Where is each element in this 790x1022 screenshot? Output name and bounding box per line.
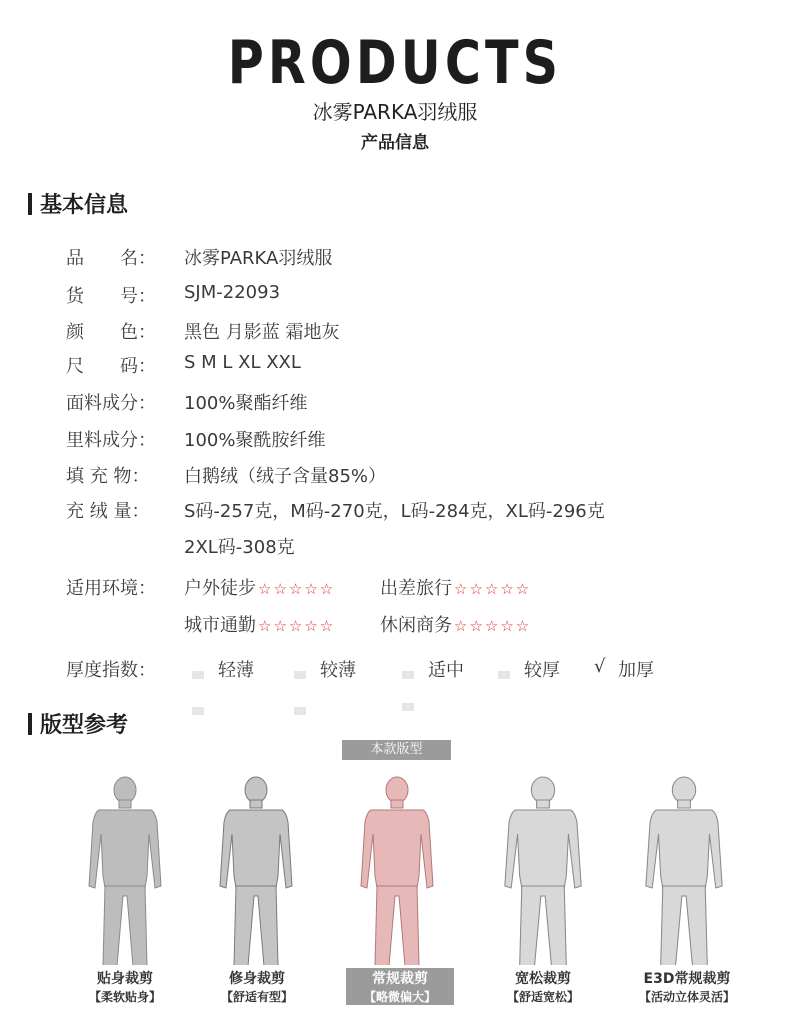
env-name: 出差旅行	[380, 578, 452, 599]
fit-label: 修身裁剪	[229, 971, 285, 987]
section-basic-info	[28, 188, 128, 219]
figure-slim	[220, 777, 292, 965]
thickness-option: 轻薄	[218, 660, 254, 681]
info-value: 100%聚酰胺纤维	[184, 430, 326, 451]
thickness-option: 较厚	[524, 660, 560, 681]
star-rating: ☆☆☆☆☆	[454, 580, 532, 598]
current-fit-badge: 本款版型	[342, 740, 451, 760]
thickness-option: 适中	[428, 660, 464, 681]
info-label: 面料成分：	[66, 393, 156, 414]
figure-e3d	[646, 777, 722, 965]
star-rating: ☆☆☆☆☆	[258, 580, 336, 598]
figure-regular	[361, 777, 433, 965]
info-value: 黑色 月影蓝 霜地灰	[184, 322, 340, 343]
fit-label: E3D常规裁剪	[643, 971, 731, 987]
info-value: S码-257克，M码-270克，L码-284克，XL码-296克	[184, 501, 605, 522]
section-bar	[28, 193, 32, 215]
fit-label: 贴身裁剪	[97, 971, 153, 987]
info-label: 厚度指数：	[66, 660, 156, 681]
info-label: 填 充 物：	[66, 466, 150, 487]
env-item-business	[380, 611, 531, 637]
thickness-option-selected: 加厚	[618, 660, 654, 681]
info-value: 100%聚酯纤维	[184, 393, 308, 414]
figure-fitted	[89, 777, 161, 965]
env-name: 户外徒步	[184, 578, 256, 599]
section-title: 版型参考	[40, 713, 129, 738]
info-value: 白鹅绒（绒子含量85%）	[184, 466, 387, 487]
info-value: SJM-22093	[184, 282, 281, 303]
thickness-box	[294, 700, 306, 719]
env-item-outdoor	[184, 574, 335, 600]
info-value: 冰雾PARKA羽绒服	[184, 248, 333, 269]
env-name: 城市通勤	[184, 615, 256, 636]
fit-figures	[0, 770, 790, 965]
figure-loose	[505, 777, 581, 965]
page-subtitle: 产品信息	[361, 133, 429, 153]
product-name-heading: 冰雾PARKA羽绒服	[312, 100, 478, 124]
info-label: 颜 色：	[66, 322, 156, 343]
section-title: 基本信息	[40, 193, 129, 218]
info-label: 里料成分：	[66, 430, 156, 451]
thickness-option: 较薄	[320, 660, 356, 681]
fit-desc-highlight: 【略微偏大】	[346, 988, 454, 1005]
info-label: 尺 码：	[66, 356, 156, 377]
star-rating: ☆☆☆☆☆	[454, 617, 532, 635]
thickness-box	[192, 700, 204, 719]
section-fit	[28, 708, 128, 739]
info-value: 2XL码-308克	[184, 537, 295, 558]
check-mark-icon: √	[594, 656, 606, 677]
env-item-travel	[380, 574, 531, 600]
fit-desc: 【舒适有型】	[220, 990, 293, 1004]
fit-label: 宽松裁剪	[515, 971, 571, 987]
thickness-box	[294, 664, 306, 683]
info-value: S M L XL XXL	[184, 352, 301, 373]
star-rating: ☆☆☆☆☆	[258, 617, 336, 635]
info-label: 品 名：	[66, 248, 156, 269]
info-label: 充 绒 量：	[66, 501, 150, 522]
info-label: 货 号：	[66, 286, 156, 307]
thickness-box	[498, 664, 510, 683]
fit-desc: 【柔软贴身】	[88, 990, 161, 1004]
info-label: 适用环境：	[66, 578, 156, 599]
fit-desc: 【舒适宽松】	[506, 990, 579, 1004]
thickness-box	[192, 664, 204, 683]
thickness-box	[402, 696, 414, 715]
section-bar	[28, 713, 32, 735]
fit-label-highlight: 常规裁剪	[346, 968, 454, 988]
env-name: 休闲商务	[380, 615, 452, 636]
fit-desc: 【活动立体灵活】	[638, 990, 735, 1004]
page-title: PRODUCTS	[227, 28, 563, 98]
env-item-commute	[184, 611, 335, 637]
thickness-box	[402, 664, 414, 683]
